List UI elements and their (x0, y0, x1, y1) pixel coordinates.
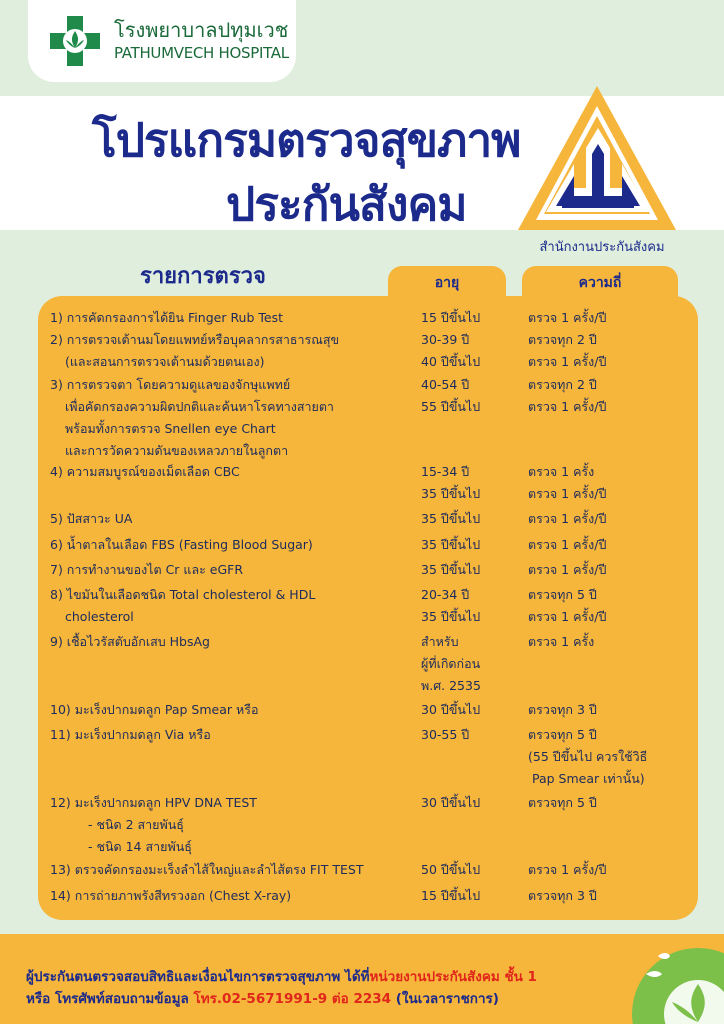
age-text: 15 ปีขึ้นไป (421, 888, 481, 903)
frequency-note: Pap Smear เท่านั้น) (532, 771, 645, 786)
item-text: 4) ความสมบูรณ์ของเม็ดเลือด CBC (50, 464, 240, 479)
age-text: 35 ปีขึ้นไป (421, 486, 481, 501)
frequency-text: ตรวจทุก 5 ปี (528, 795, 597, 810)
age-text: 30 ปีขึ้นไป (421, 702, 481, 717)
item-text: 9) เชื้อไวรัสตับอักเสบ HbsAg (50, 634, 210, 649)
item-text: 10) มะเร็งปากมดลูก Pap Smear หรือ (50, 702, 259, 717)
frequency-note: (55 ปีขึ้นไป ควรใช้วิธี (528, 749, 648, 764)
frequency-text: ตรวจ 1 ครั้ง/ปี (528, 562, 607, 577)
item-text: 3) การตรวจตา โดยความดูแลของจักษุแพทย์ (50, 377, 291, 392)
age-text: 40 ปีขึ้นไป (421, 354, 481, 369)
frequency-text: ตรวจทุก 2 ปี (528, 377, 597, 392)
frequency-text: ตรวจทุก 5 ปี (528, 727, 597, 742)
footer-text: ผู้ประกันตนตรวจสอบสิทธิและเงื่อนไขการตรวจสุขภาพ ได้ที่ (26, 969, 370, 985)
footer-text: หรือ โทรศัพท์สอบถามข้อมูล (26, 991, 189, 1007)
frequency-text: ตรวจ 1 ครั้ง (528, 464, 595, 479)
age-text: 30 ปีขึ้นไป (421, 795, 481, 810)
frequency-text: ตรวจทุก 5 ปี (528, 587, 597, 602)
age-text: 55 ปีขึ้นไป (421, 399, 481, 414)
item-text: 12) มะเร็งปากมดลูก HPV DNA TEST (50, 795, 257, 810)
age-text: สำหรับ (421, 634, 459, 649)
social-security-logo-icon (516, 84, 678, 234)
hospital-cross-icon (50, 16, 100, 66)
footer-text: (ในเวลาราชการ) (395, 991, 499, 1007)
frequency-text: ตรวจทุก 3 ปี (528, 888, 597, 903)
frequency-text: ตรวจ 1 ครั้ง/ปี (528, 399, 607, 414)
column-header-frequency: ความถี่ (522, 266, 678, 300)
item-text: 14) การถ่ายภาพรังสีทรวงอก (Chest X-ray) (50, 888, 292, 903)
item-subtext: - ชนิด 14 สายพันธุ์ (88, 839, 192, 854)
column-header-age: อายุ (388, 266, 506, 300)
lotus-decoration-icon (618, 944, 724, 1024)
item-text: 5) ปัสสาวะ UA (50, 511, 133, 526)
frequency-text: ตรวจ 1 ครั้ง/ปี (528, 537, 607, 552)
frequency-text: ตรวจทุก 2 ปี (528, 332, 597, 347)
item-text: 11) มะเร็งปากมดลูก Via หรือ (50, 727, 211, 742)
item-text: 13) ตรวจคัดกรองมะเร็งลำไส้ใหญ่และลำไส้ตรง FIT TEST (50, 862, 364, 877)
frequency-text: ตรวจ 1 ครั้ง/ปี (528, 511, 607, 526)
age-text: ผู้ที่เกิดก่อน (421, 656, 481, 671)
hospital-name-th: โรงพยาบาลปทุมเวช (114, 18, 289, 42)
item-text: (และสอนการตรวจเต้านมด้วยตนเอง) (65, 354, 265, 369)
frequency-text: ตรวจ 1 ครั้ง/ปี (528, 486, 607, 501)
footer-contact-text (26, 966, 646, 1010)
section-title: รายการตรวจ (140, 264, 266, 289)
age-text: 35 ปีขึ้นไป (421, 537, 481, 552)
footer-phone: โทร.02-5671991-9 ต่อ 2234 (193, 991, 392, 1007)
item-text: พร้อมทั้งการตรวจ Snellen eye Chart (65, 421, 276, 436)
age-text: 35 ปีขึ้นไป (421, 562, 481, 577)
item-text: 1) การคัดกรองการได้ยิน Finger Rub Test (50, 310, 284, 325)
item-text: 7) การทำงานของไต Cr และ eGFR (50, 562, 244, 577)
page-title-line1: โปรแกรมตรวจสุขภาพ (92, 113, 521, 167)
frequency-text: ตรวจ 1 ครั้ง/ปี (528, 310, 607, 325)
age-text: 15-34 ปี (421, 464, 470, 479)
frequency-text: ตรวจทุก 3 ปี (528, 702, 597, 717)
age-text: 20-34 ปี (421, 587, 470, 602)
age-text: 35 ปีขึ้นไป (421, 609, 481, 624)
age-text: 30-55 ปี (421, 727, 470, 742)
social-security-label: สำนักงานประกันสังคม (539, 240, 665, 255)
item-text: และการวัดความดันของเหลวภายในลูกตา (65, 443, 289, 458)
age-text: 15 ปีขึ้นไป (421, 310, 481, 325)
frequency-text: ตรวจ 1 ครั้ง/ปี (528, 354, 607, 369)
age-text: 40-54 ปี (421, 377, 470, 392)
item-text: 2) การตรวจเต้านมโดยแพทย์หรือบุคลากรสาธารณสุข (50, 332, 339, 347)
hospital-name-en: PATHUMVECH HOSPITAL (114, 44, 289, 62)
item-text: 6) น้ำตาลในเลือด FBS (Fasting Blood Sugar) (50, 537, 313, 552)
age-text: 50 ปีขึ้นไป (421, 862, 481, 877)
item-text: cholesterol (65, 609, 134, 624)
frequency-text: ตรวจ 1 ครั้ง (528, 634, 595, 649)
age-text: พ.ศ. 2535 (421, 678, 481, 693)
item-text: เพื่อคัดกรองความผิดปกติและค้นหาโรคทางสายตา (65, 399, 334, 414)
frequency-text: ตรวจ 1 ครั้ง/ปี (528, 609, 607, 624)
item-subtext: - ชนิด 2 สายพันธุ์ (88, 817, 184, 832)
page-title-line2: ประกันสังคม (226, 177, 467, 231)
frequency-text: ตรวจ 1 ครั้ง/ปี (528, 862, 607, 877)
hospital-logo-box (28, 0, 296, 82)
age-text: 35 ปีขึ้นไป (421, 511, 481, 526)
age-text: 30-39 ปี (421, 332, 470, 347)
footer-highlight: หน่วยงานประกันสังคม ชั้น 1 (369, 969, 537, 985)
item-text: 8) ไขมันในเลือดชนิด Total cholesterol & HDL (50, 587, 316, 602)
